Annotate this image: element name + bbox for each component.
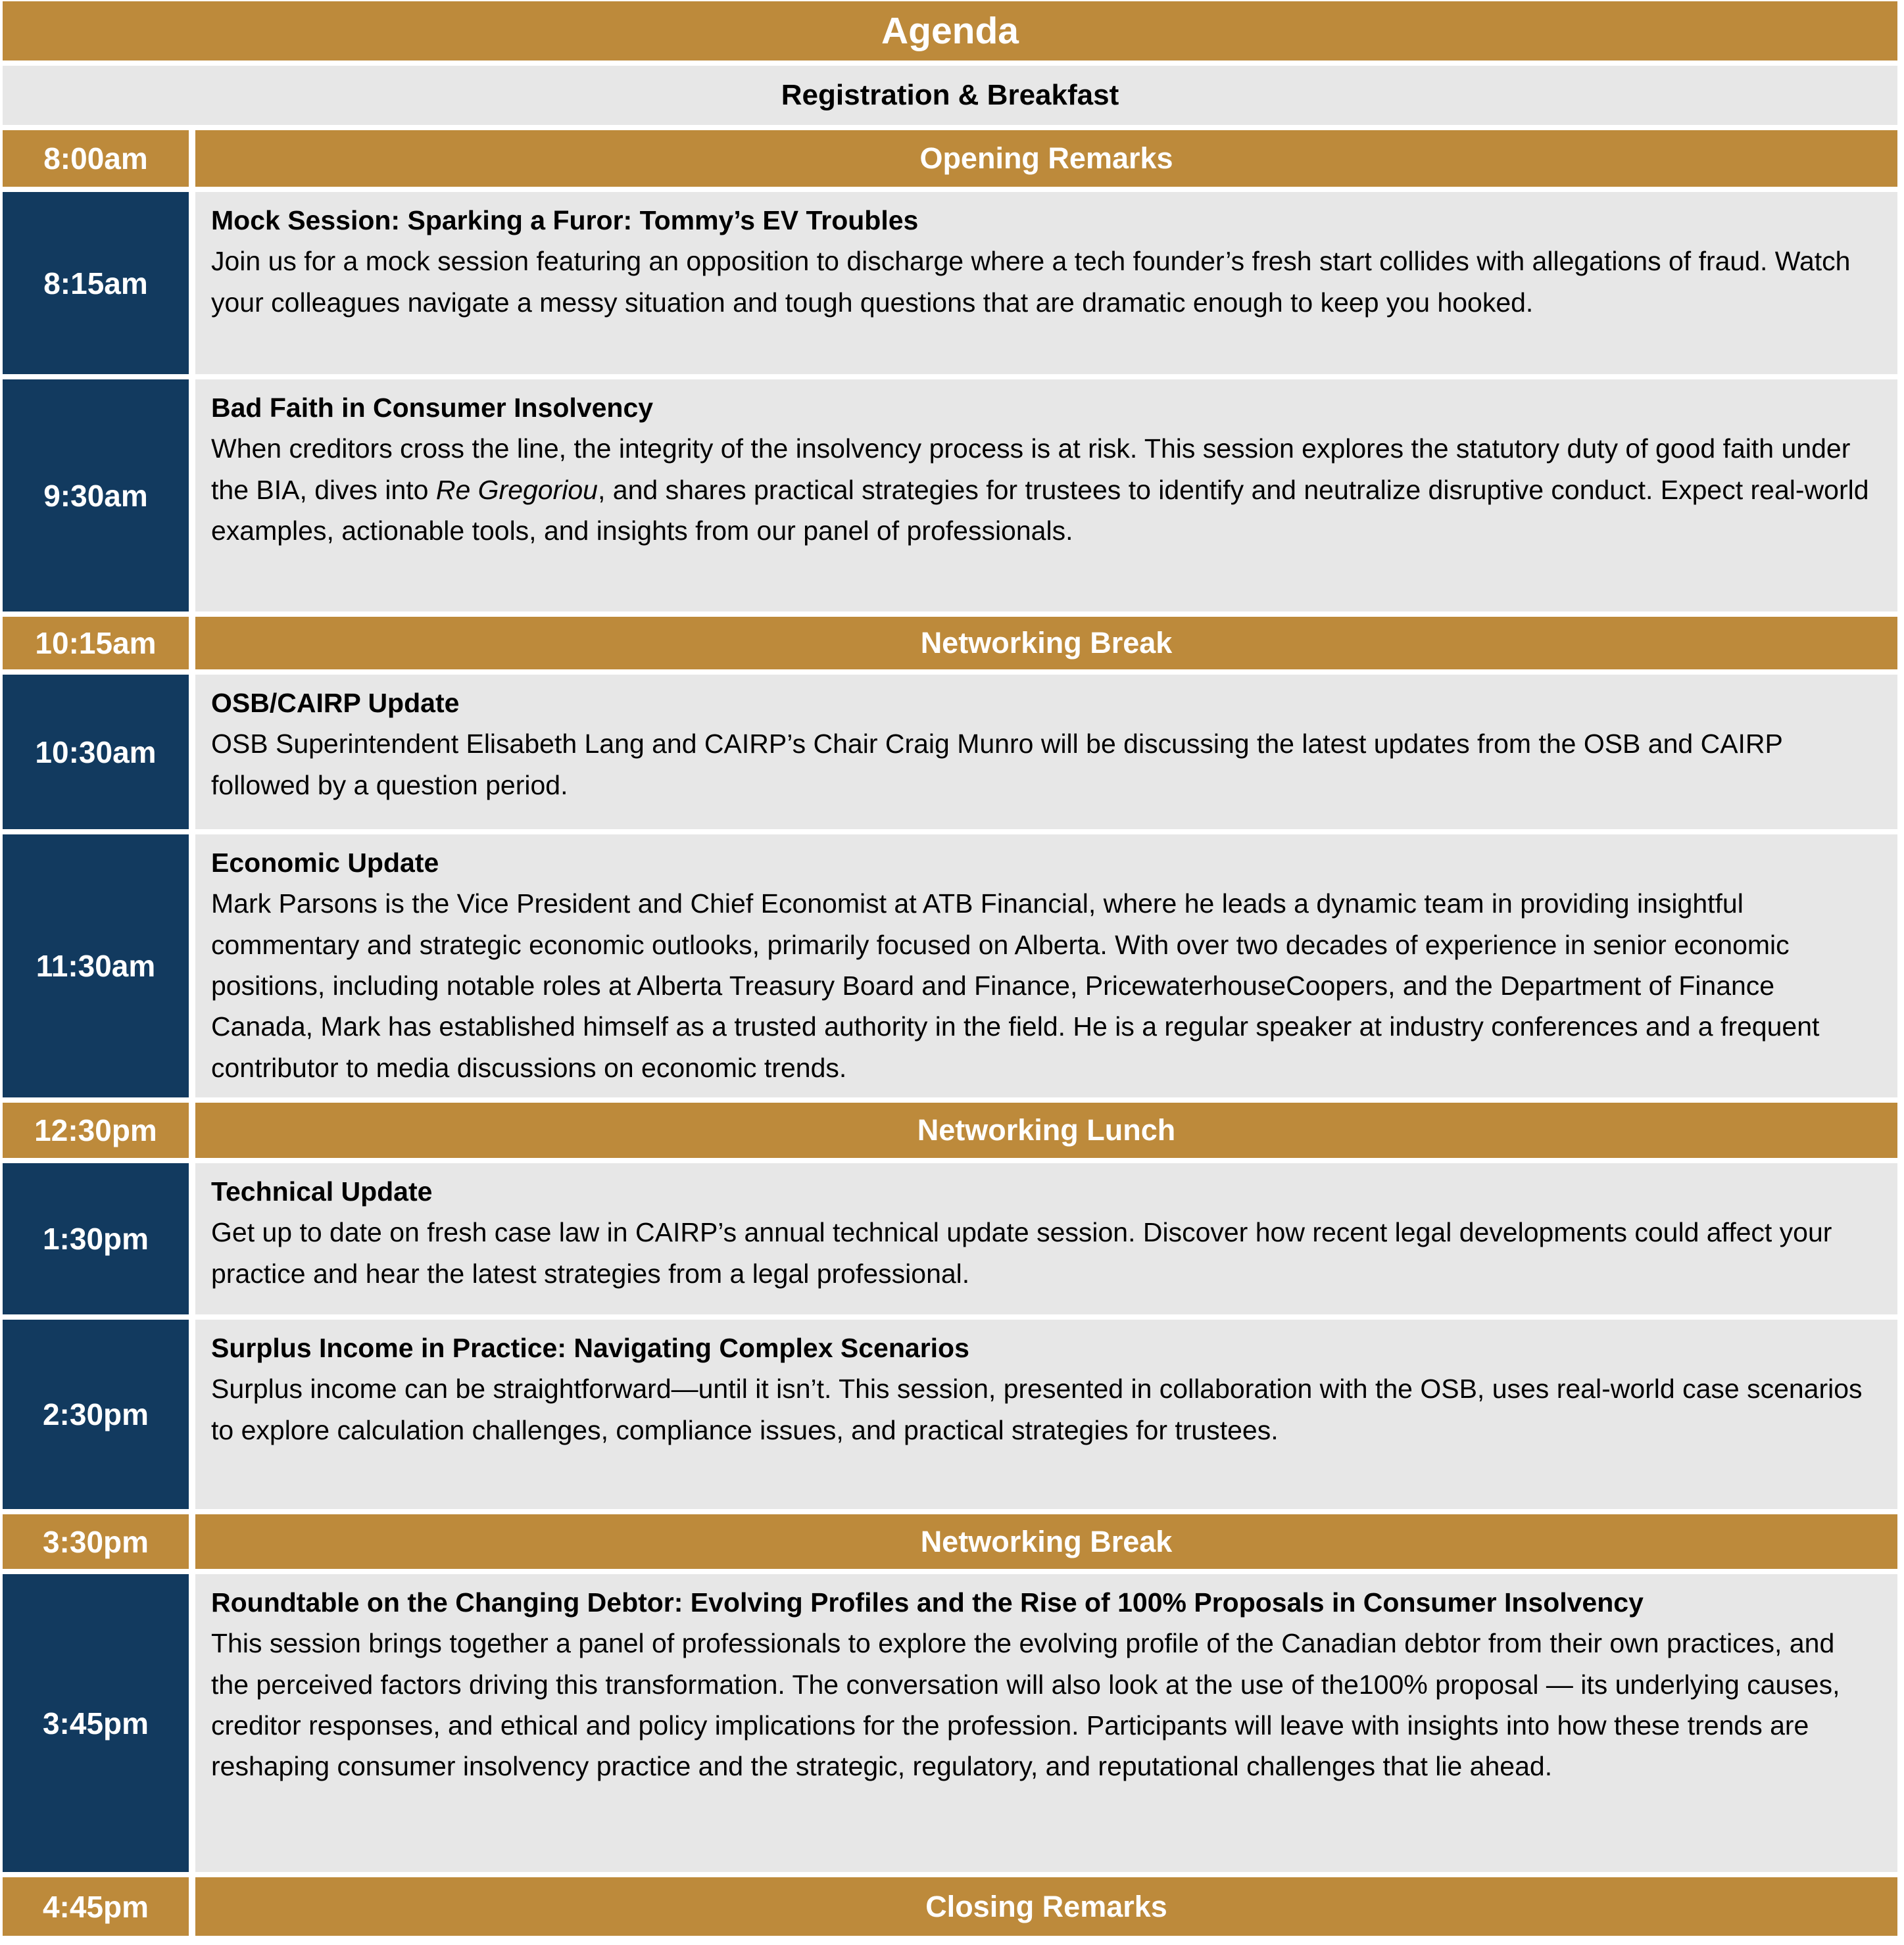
time-cell: 8:00am xyxy=(3,130,189,187)
agenda-row-4-45pm xyxy=(3,1877,1897,1936)
registration-breakfast-label: Registration & Breakfast xyxy=(3,66,1897,125)
session-title: Roundtable on the Changing Debtor: Evolving Profiles and the Rise of 100% Proposals in Consumer Insolvency xyxy=(211,1587,1644,1618)
band-label: Opening Remarks xyxy=(195,130,1897,187)
time-cell: 2:30pm xyxy=(3,1320,189,1509)
agenda-row-8-00am xyxy=(3,130,1897,187)
time-cell: 1:30pm xyxy=(3,1163,189,1314)
session-description xyxy=(211,883,1875,1088)
session-description xyxy=(211,428,1875,551)
agenda-row-1-30pm xyxy=(3,1163,1897,1314)
time-cell: 8:15am xyxy=(3,192,189,374)
session-cell xyxy=(195,1320,1897,1509)
band-label: Networking Break xyxy=(195,617,1897,669)
session-cell xyxy=(195,675,1897,829)
band-label: Networking Lunch xyxy=(195,1103,1897,1158)
agenda-row-10-30am xyxy=(3,675,1897,829)
session-title: Surplus Income in Practice: Navigating Complex Scenarios xyxy=(211,1333,969,1363)
agenda-row-3-30pm xyxy=(3,1514,1897,1569)
band-label: Networking Break xyxy=(195,1514,1897,1569)
description-text: Join us for a mock session featuring an opposition to discharge where a tech founder’s fresh start collides with allegations of fraud. Watch your colleagues navigate a messy situation and tough questions that are dramatic enough to keep you hooked. xyxy=(211,246,1851,318)
agenda-row-10-15am xyxy=(3,617,1897,669)
time-cell: 9:30am xyxy=(3,379,189,612)
session-description xyxy=(211,1368,1875,1451)
agenda-rows xyxy=(3,130,1897,1936)
agenda-row-8-15am xyxy=(3,192,1897,374)
description-text: Get up to date on fresh case law in CAIRP’s annual technical update session. Discover how recent legal developments could affect your practice and hear the latest strategies from a legal professional. xyxy=(211,1217,1832,1289)
description-text: , and shares practical strategies for trustees to identify and neutralize disruptive conduct. Expect real-world examples, actionable tools, and insights from our panel of professionals. xyxy=(211,474,1869,546)
session-cell xyxy=(195,1574,1897,1872)
session-description xyxy=(211,1623,1875,1787)
description-text: When creditors cross the line, the integrity of the insolvency process is at risk. This session explores the statutory duty of good faith under the BIA, dives into xyxy=(211,433,1851,505)
band-label: Closing Remarks xyxy=(195,1877,1897,1936)
description-text: Mark Parsons is the Vice President and Chief Economist at ATB Financial, where he leads a dynamic team in providing insightful commentary and strategic economic outlooks, primarily focused on Alberta. With over two decades of experience in senior economic positions, including notable roles at Alberta Treasury Board and Finance, PricewaterhouseCoopers, and the Department of Finance Canada, Mark has established himself as a trusted authority in the field. He is a regular speaker at industry conferences and a frequent contributor to media discussions on economic trends. xyxy=(211,888,1820,1083)
session-title: Bad Faith in Consumer Insolvency xyxy=(211,393,654,423)
time-cell: 3:45pm xyxy=(3,1574,189,1872)
session-cell xyxy=(195,1163,1897,1314)
agenda-row-12-30pm xyxy=(3,1103,1897,1158)
time-cell: 12:30pm xyxy=(3,1103,189,1158)
session-cell xyxy=(195,192,1897,374)
session-title: Technical Update xyxy=(211,1176,433,1207)
agenda-row-9-30am xyxy=(3,379,1897,612)
description-text: This session brings together a panel of professionals to explore the evolving profile of the Canadian debtor from their own practices, and the perceived factors driving this transformation. The conversation will also look at the use of the100% proposal — its underlying causes, creditor responses, and ethical and policy implications for the profession. Participants will leave with insights into how these trends are reshaping consumer insolvency practice and the strategic, regulatory, and reputational challenges that lie ahead. xyxy=(211,1628,1840,1782)
time-cell: 11:30am xyxy=(3,834,189,1097)
session-cell xyxy=(195,379,1897,612)
italic-case-name: Re Gregoriou xyxy=(435,474,598,505)
session-description xyxy=(211,723,1875,805)
session-cell xyxy=(195,834,1897,1097)
session-title: Mock Session: Sparking a Furor: Tommy’s EV Troubles xyxy=(211,205,919,235)
time-cell: 10:15am xyxy=(3,617,189,669)
session-description xyxy=(211,241,1875,323)
session-title: OSB/CAIRP Update xyxy=(211,688,460,718)
description-text: Surplus income can be straightforward—until it isn’t. This session, presented in collaboration with the OSB, uses real-world case scenarios to explore calculation challenges, compliance issues, and practical strategies for trustees. xyxy=(211,1374,1863,1445)
agenda-row-3-45pm xyxy=(3,1574,1897,1872)
agenda-row-2-30pm xyxy=(3,1320,1897,1509)
time-cell: 4:45pm xyxy=(3,1877,189,1936)
agenda-row-11-30am xyxy=(3,834,1897,1097)
description-text: OSB Superintendent Elisabeth Lang and CAIRP’s Chair Craig Munro will be discussing the latest updates from the OSB and CAIRP followed by a question period. xyxy=(211,729,1783,800)
page-title: Agenda xyxy=(3,1,1897,60)
session-description xyxy=(211,1212,1875,1294)
agenda-header-row xyxy=(3,1,1897,60)
time-cell: 10:30am xyxy=(3,675,189,829)
time-cell: 3:30pm xyxy=(3,1514,189,1569)
session-title: Economic Update xyxy=(211,848,439,878)
registration-breakfast-row xyxy=(3,66,1897,125)
